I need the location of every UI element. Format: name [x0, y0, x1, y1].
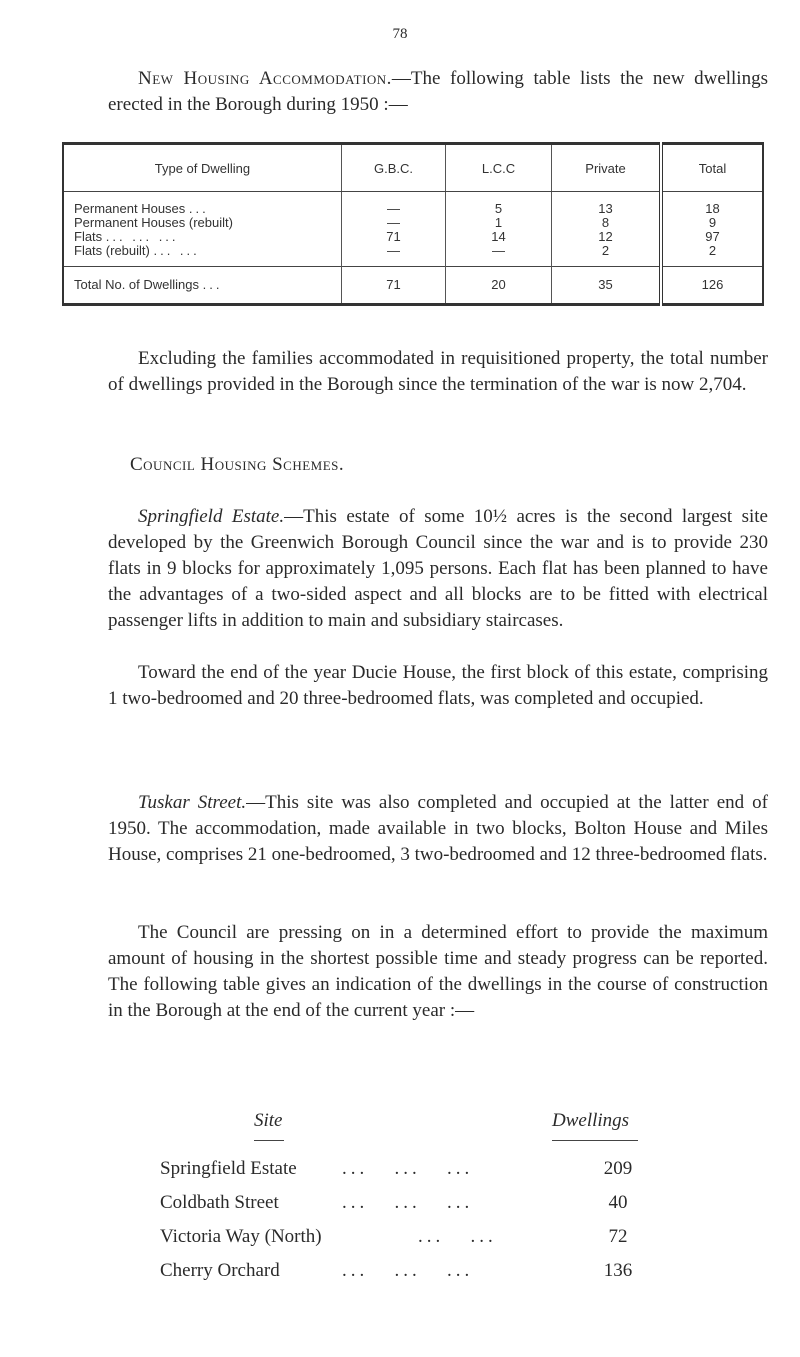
col-header-gbc: G.B.C. [341, 144, 445, 192]
table-row: Flats ... ... ... 71 14 12 97 [63, 230, 763, 244]
list-item: Victoria Way (North) ... ... 72 [160, 1226, 720, 1256]
page-number: 78 [392, 26, 408, 42]
row-total: 9 [708, 215, 717, 230]
table-header-row [63, 144, 763, 192]
total-type: Total No. of Dwellings [74, 277, 199, 292]
col-header-total: Total [661, 144, 763, 192]
col-header-lcc: L.C.C [446, 144, 552, 192]
row-lcc: 5 [446, 192, 552, 217]
council-paragraph: The Council are pressing on in a determined effort to provide the maximum amount of housing in the shortest possible time and steady progress can be reported. The following table gives an indication of the dwellings in the course of construction in the Borough at the end of the current year :— [108, 922, 768, 1021]
sites-header-dwellings: Dwellings [552, 1110, 630, 1131]
row-lcc: 1 [446, 216, 552, 230]
total-total: 126 [661, 267, 763, 305]
tuskar-title: Tuskar Street. [138, 792, 247, 813]
intro-text: —The following table lists the new dwellings erected in the Borough during 1950 :— [108, 68, 768, 115]
row-private: 12 [551, 230, 661, 244]
site-dwellings: 136 [603, 1260, 633, 1281]
ducie-paragraph: Toward the end of the year Ducie House, the first block of this estate, comprising 1 two-bedroomed and 20 three-bedroomed flats, was completed and occupied. [108, 662, 768, 709]
site-dwellings: 72 [608, 1226, 628, 1247]
list-item: Springfield Estate ... ... ... 209 [160, 1158, 720, 1188]
table-row: Flats (rebuilt) ... ... — — 2 2 [63, 244, 763, 267]
site-name: Springfield Estate [160, 1158, 297, 1179]
row-type: Flats (rebuilt) [74, 243, 150, 258]
site-underline [254, 1140, 284, 1141]
springfield-paragraph [108, 504, 768, 634]
row-type: Permanent Houses [74, 201, 186, 216]
table-row: Permanent Houses ... — 5 13 18 [63, 192, 763, 217]
site-name: Coldbath Street [160, 1192, 279, 1213]
row-private: 13 [551, 192, 661, 217]
intro-paragraph [108, 66, 768, 118]
col-header-private: Private [551, 144, 661, 192]
row-private: 2 [551, 244, 661, 267]
tuskar-text: —This site was also completed and occupied at the latter end of 1950. The accommodation, made available in two blocks, Bolton House and Miles House, comprises 21 one-bedroomed, 3 two-bedroomed and 12 three-bedroomed flats. [108, 792, 768, 865]
row-lcc: 14 [446, 230, 552, 244]
total-private: 35 [551, 267, 661, 305]
total-lcc: 20 [446, 267, 552, 305]
list-item: Cherry Orchard ... ... ... 136 [160, 1260, 720, 1290]
row-lcc: — [446, 244, 552, 267]
site-dwellings: 209 [603, 1158, 633, 1179]
site-name: Victoria Way (North) [160, 1226, 322, 1247]
sites-header-site: Site [254, 1110, 283, 1131]
row-type: Permanent Houses (rebuilt) [63, 216, 341, 230]
col-header-type: Type of Dwelling [63, 144, 341, 192]
dwellings-table [62, 142, 764, 306]
row-total: 2 [708, 243, 717, 258]
list-item: Coldbath Street ... ... ... 40 [160, 1192, 720, 1222]
row-gbc: 71 [341, 230, 445, 244]
site-dwellings: 40 [608, 1192, 628, 1213]
springfield-text: —This estate of some 10½ acres is the second largest site developed by the Greenwich Borough Council since the war and is to provide 230 flats in 9 blocks for approximately 1,095 persons. Each flat has been planned to have the advantages of a two-sided aspect and all blocks are to be fitted with electrical passenger lifts in addition to main and subsidiary staircases. [108, 506, 768, 631]
intro-heading: New Housing Accommodation. [138, 68, 392, 89]
springfield-title: Springfield Estate. [138, 506, 285, 527]
row-total: 18 [705, 201, 720, 216]
table-total-row: Total No. of Dwellings ... 71 20 35 126 [63, 267, 763, 305]
total-gbc: 71 [341, 267, 445, 305]
row-total: 97 [705, 229, 720, 244]
dwellings-underline [552, 1140, 638, 1141]
row-gbc: — [341, 244, 445, 267]
table-row [63, 216, 763, 230]
row-type: Flats [74, 229, 103, 244]
excluding-paragraph: Excluding the families accommodated in requisitioned property, the total number of dwellings provided in the Borough since the termination of the war is now 2,704. [108, 348, 768, 395]
row-gbc: — [341, 216, 445, 230]
row-gbc: — [341, 192, 445, 217]
row-private: 8 [551, 216, 661, 230]
tuskar-paragraph [108, 790, 768, 868]
section-heading: Council Housing Schemes. [130, 454, 345, 475]
site-name: Cherry Orchard [160, 1260, 280, 1281]
